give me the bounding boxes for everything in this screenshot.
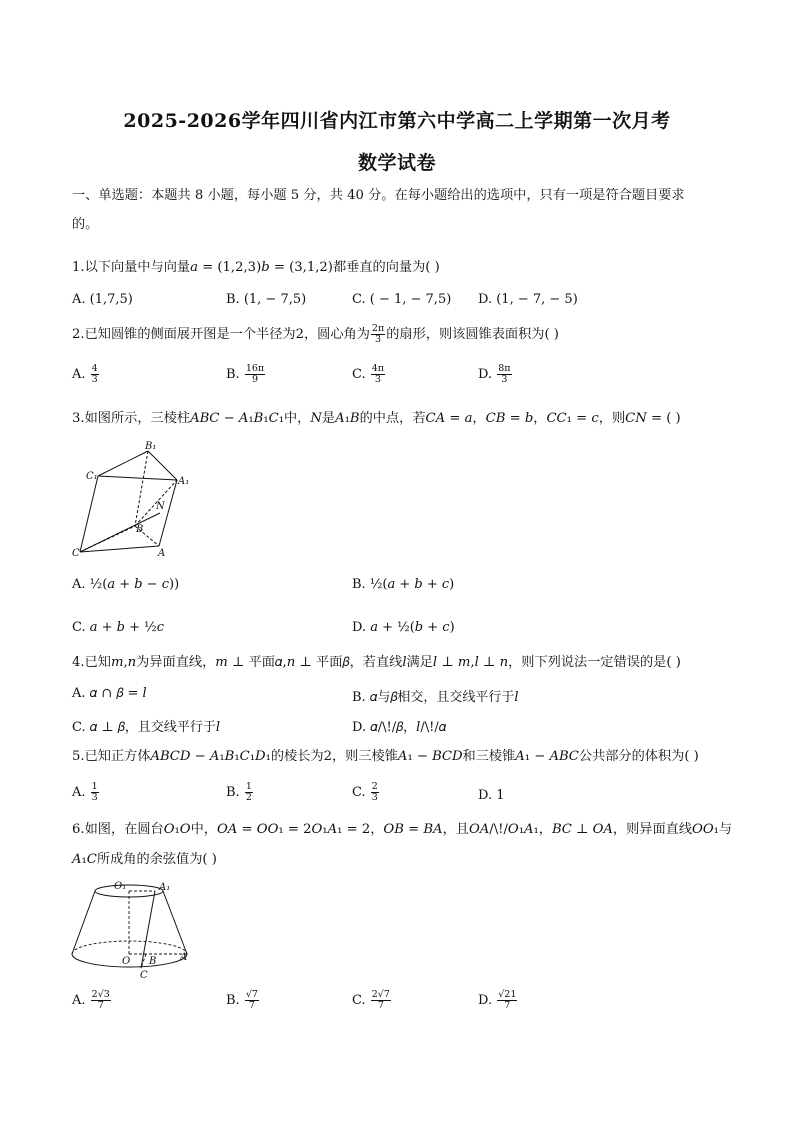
question-5-stem: 5.已知正方体𝐴𝐵𝐶𝐷 − 𝐴₁𝐵₁𝐶₁𝐷₁的棱长为2，则三棱锥𝐴₁ − 𝐵𝐶𝐷和三棱锥𝐴₁ − 𝐴𝐵𝐶公共部分的体积为( ) [72, 749, 699, 764]
q5-option-a: A. $\frac{1}{3}$ [72, 781, 98, 803]
question-2-stem [72, 324, 734, 346]
label-a: A [180, 952, 188, 963]
q2-stem-part1: 2.已知圆锥的侧面展开图是一个半径为2，圆心角为 [72, 327, 370, 342]
edge-c1-a1 [98, 476, 177, 480]
frustum-bottom-back-arc [72, 941, 187, 954]
label-a1: A₁ [159, 882, 171, 893]
question-6-stem-cont: 𝐴₁𝐶所成角的余弦值为( ) [72, 852, 217, 867]
label-c1: C₁ [86, 471, 98, 482]
q1-option-c: C. ( − 1, − 7,5) [352, 292, 452, 307]
section-instructions-cont: 的。 [72, 217, 99, 232]
q2-stem-part2: 的扇形，则该圆锥表面积为( ) [386, 327, 559, 342]
label-b: B [136, 524, 144, 535]
exam-title: 2025-2026学年四川省内江市第六中学高二上学期第一次月考 [123, 110, 671, 132]
q1-option-a: A. (1,7,5) [72, 292, 133, 307]
question-3-stem: 3.如图所示，三棱柱𝐴𝐵𝐶 − 𝐴₁𝐵₁𝐶₁中，𝑁是𝐴₁𝐵的中点，若𝐶𝐴 = 𝑎，𝐶𝐵 = 𝑏，𝐶𝐶₁ = 𝑐，则𝐶𝑁 = ( ) [72, 411, 681, 426]
q3-option-d: D. 𝑎 + ½(𝑏 + 𝑐) [352, 620, 455, 635]
edge-c1-b1 [98, 451, 148, 476]
q4-option-a: A. 𝛼 ∩ 𝛽 = 𝑙 [72, 686, 147, 701]
label-b: B [149, 956, 157, 967]
q2-option-a: A. $\frac{4}{3}$ [72, 363, 98, 385]
triangular-prism-figure [72, 440, 192, 565]
label-o1: O₁ [114, 881, 127, 892]
segment-c-n [80, 513, 160, 552]
q5-option-d: D. 1 [478, 788, 505, 803]
q1-option-b: B. (1, − 7,5) [226, 292, 307, 307]
frustum-right-side [163, 891, 187, 954]
q5-option-b: B. $\frac{1}{2}$ [226, 781, 252, 803]
q6-option-b: B. $\frac{√7}{7}$ [226, 989, 258, 1011]
q1-option-d: D. (1, − 7, − 5) [478, 292, 578, 307]
label-c: C [72, 548, 80, 559]
exam-subtitle: 数学试卷 [357, 152, 436, 174]
edge-b1-b-hidden [135, 451, 148, 526]
q6-option-a: A. $\frac{2√3}{7}$ [72, 989, 110, 1011]
label-n: N [156, 501, 165, 512]
q4-option-b: B. 𝛼与𝛽相交，且交线平行于𝑙 [352, 690, 519, 705]
q2-option-c: C. $\frac{4\pi}{3}$ [352, 363, 385, 385]
q3-option-b: B. ½(𝑎 + 𝑏 + 𝑐) [352, 577, 455, 592]
question-1-stem: 1.以下向量中与向量𝑎 = (1,2,3)𝑏 = (3,1,2)都垂直的向量为( ) [72, 260, 440, 275]
q2-stem-fraction: $\frac{2\pi}{3}$ [371, 323, 385, 345]
edge-a1-a [159, 480, 177, 546]
q2-option-b: B. $\frac{16\pi}{9}$ [226, 363, 265, 385]
edge-b1-a1 [148, 451, 177, 480]
label-b1: B₁ [145, 441, 157, 452]
q5-option-c: C. $\frac{2}{3}$ [352, 781, 378, 803]
q3-option-c: C. 𝑎 + 𝑏 + ½𝑐 [72, 620, 165, 635]
q4-option-d: D. 𝛼/\!/𝛽，𝑙/\!/𝛼 [352, 720, 447, 735]
q6-option-d: D. $\frac{√21}{7}$ [478, 989, 517, 1011]
question-4-stem: 4.已知𝑚,𝑛为异面直线，𝑚 ⊥ 平面𝛼,𝑛 ⊥ 平面𝛽，若直线𝑙满足𝑙 ⊥ 𝑚,𝑙 ⊥ 𝑛，则下列说法一定错误的是( ) [72, 655, 681, 670]
edge-c1-c [80, 476, 98, 552]
q6-option-c: C. $\frac{2√7}{7}$ [352, 989, 390, 1011]
q3-option-a: A. ½(𝑎 + 𝑏 − 𝑐)) [72, 577, 180, 592]
label-a: A [158, 548, 166, 559]
q4-option-c: C. 𝛼 ⊥ 𝛽，且交线平行于𝑙 [72, 720, 220, 735]
q2-option-d: D. $\frac{8\pi}{3}$ [478, 363, 511, 385]
question-6-stem: 6.如图，在圆台𝑂₁𝑂中，𝑂𝐴 = 𝑂𝑂₁ = 2𝑂₁𝐴₁ = 2，𝑂𝐵 = 𝐵𝐴，且𝑂𝐴/\!/𝑂₁𝐴₁，𝐵𝐶 ⊥ 𝑂𝐴，则异面直线𝑂𝑂₁与 [72, 822, 733, 837]
section-instructions: 一、单选题：本题共 8 小题，每小题 5 分，共 40 分。在每小题给出的选项中，只有一项是符合题目要求 [72, 188, 685, 203]
label-a1: A₁ [178, 476, 190, 487]
frustum-figure [70, 878, 200, 983]
label-o: O [122, 956, 131, 967]
label-c: C [140, 970, 148, 981]
